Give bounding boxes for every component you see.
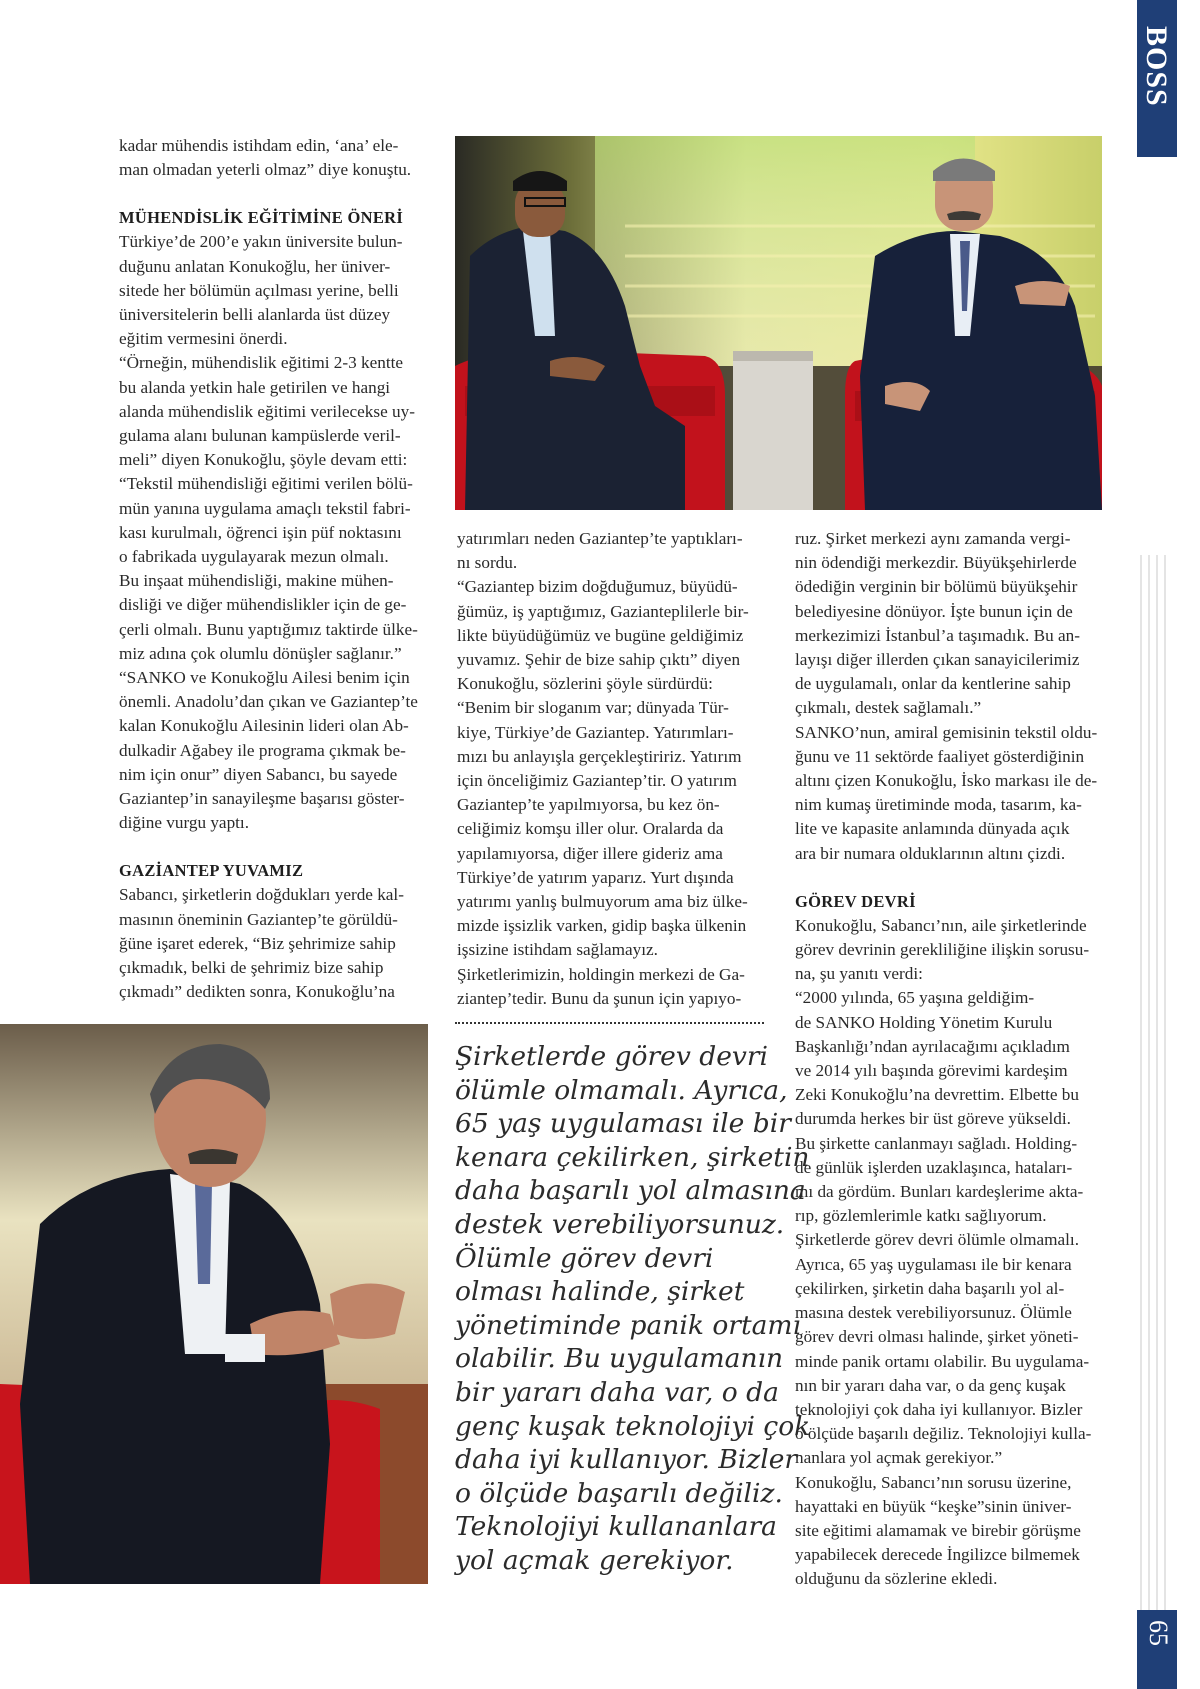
text-line: Gaziantep’te yapılmıyorsa, bu kez ön- — [457, 795, 720, 815]
text-line: görev devri olması halinde, şirket yöneti- — [795, 1327, 1079, 1347]
text-line: çekilirken, şirketin daha başarılı yol al- — [795, 1278, 1065, 1298]
text-line: Zeki Konukoğlu’na devrettim. Elbette bu — [795, 1085, 1079, 1105]
text-line: site eğitimi alamamak ve birebir görüşme — [795, 1520, 1081, 1540]
text-line: mizde işsizlik varken, gidip başka ülkenin — [457, 916, 747, 936]
pullquote-line: Ölümle görev devri — [455, 1242, 714, 1274]
text-line: merkezimizi İstanbul’a taşımadık. Bu an- — [795, 625, 1080, 645]
text-line: eğitim vermesini önerdi. — [119, 329, 288, 349]
pullquote-line: Şirketlerde görev devri — [455, 1041, 769, 1072]
text-line: nanlara yol açmak gerekiyor.” — [795, 1448, 1003, 1468]
text-line: Başkanlığı’ndan ayrılacağımı açıkladım — [795, 1036, 1070, 1056]
text-line: man olmadan yeterli olmaz” diye konuştu. — [119, 160, 412, 180]
text-line: ruz. Şirket merkezi aynı zamanda vergi- — [795, 529, 1071, 548]
text-line: Konukoğlu, sözlerini şöyle sürdürdü: — [457, 674, 713, 694]
pullquote-line: yol açmak gerekiyor. — [455, 1544, 734, 1576]
text-line: duğunu anlatan Konukoğlu, her üniver- — [119, 256, 391, 276]
text-line: “Gaziantep bizim doğduğumuz, büyüdü- — [457, 577, 738, 597]
text-line: mızı bu anlayışla gerçekleştiririz. Yatırım — [457, 746, 742, 766]
text-line: de uygulamalı, onlar da kentlerine sahip — [795, 674, 1071, 694]
section-heading-succession: GÖREV DEVRİ — [795, 891, 916, 911]
pullquote-line: daha iyi kullanıyor. Bizler — [455, 1444, 798, 1476]
pullquote-line: destek verebiliyorsunuz. — [455, 1208, 785, 1240]
text-line: “SANKO ve Konukoğlu Ailesi benim için — [119, 668, 410, 688]
text-line: çerli olmalı. Bunu yaptığımız taktirde ülke- — [119, 619, 418, 639]
text-line: ziantep’tedir. Bunu da şunun için yapıyo- — [457, 988, 742, 1008]
text-line: masının öneminin Gaziantep’te görüldü- — [119, 909, 398, 929]
text-line: üniversitelerin belli alanlarda üst düzey — [119, 305, 391, 325]
text-line: altını çizen Konukoğlu, İsko markası ile de- — [795, 771, 1098, 791]
text-line: SANKO’nun, amiral gemisinin tekstil oldu- — [795, 722, 1098, 742]
text-line: önemli. Anadolu’dan çıkan ve Gaziantep’te — [119, 692, 418, 712]
pullquote-line: daha başarılı yol almasına — [455, 1175, 806, 1207]
pullquote-line: yönetiminde panik ortamı — [455, 1309, 802, 1341]
paragraph — [119, 351, 425, 835]
text-line: likte büyüdüğümüz ve bugüne geldiğimiz — [457, 625, 744, 645]
text-line: yatırımları neden Gaziantep’te yaptıkları- — [457, 529, 743, 548]
text-line: diğine vurgu yaptı. — [119, 813, 250, 833]
text-line: layışı diğer illerden çıkan sanayicilerimiz — [795, 650, 1080, 670]
text-line: kiye, Türkiye’de Gaziantep. Yatırımları- — [457, 722, 734, 742]
text-line: na, şu yanıtı verdi: — [795, 964, 923, 984]
text-line: “Tekstil mühendisliği eğitimi verilen bölü- — [119, 474, 413, 494]
text-line: “Benim bir sloganım var; dünyada Tür- — [457, 698, 729, 718]
text-line: alanda mühendislik eğitimi verilecekse uy- — [119, 401, 415, 421]
text-line: Konukoğlu, Sabancı’nın, aile şirketlerinde — [795, 915, 1087, 935]
text-line: çıkmadık, belki de şehrimiz bize sahip — [119, 958, 384, 978]
text-line: yatırımı yanlış bulmuyorum ama biz ülke- — [457, 892, 748, 912]
paragraph — [457, 527, 763, 1011]
text-line: teknolojiyi çok daha iyi kullanıyor. Bizler — [795, 1399, 1083, 1419]
text-line: kadar mühendis istihdam edin, ‘ana’ ele- — [119, 136, 399, 155]
pullquote — [455, 1040, 811, 1578]
text-line: görev devrinin gerekliliğine ilişkin sorusu- — [795, 940, 1090, 960]
text-line: “2000 yılında, 65 yaşına geldiğim- — [795, 988, 1035, 1008]
text-line: ğunu ve 11 sektörde faaliyet gösterdiğinin — [795, 746, 1085, 766]
section-heading-gaziantep: GAZİANTEP YUVAMIZ — [119, 861, 304, 881]
text-line: “Örneğin, mühendislik eğitimi 2-3 kentte — [119, 353, 404, 373]
paragraph — [119, 883, 425, 1004]
text-line: rıp, gözlemlerimle katkı sağlıyorum. — [795, 1206, 1047, 1226]
text-line: Bu inşaat mühendisliği, makine mühen- — [119, 571, 394, 591]
pullquote-line: olması halinde, şirket — [455, 1276, 745, 1308]
pullquote-line: bir yararı daha var, o da — [455, 1376, 779, 1408]
text-line: yuvamız. Şehir de bize sahip çıktı” diyen — [457, 650, 741, 670]
text-line: için önceliğimiz Gaziantep’tir. O yatırım — [457, 771, 737, 791]
pullquote-line: Teknolojiyi kullananlara — [455, 1511, 777, 1543]
intro-paragraph — [119, 134, 425, 182]
text-line: gulama alanı bulunan kampüslerde veril- — [119, 426, 401, 446]
text-line: hayattaki en büyük “keşke”sinin üniver- — [795, 1496, 1072, 1516]
text-line: kalan Konukoğlu Ailesinin lideri olan Ab- — [119, 716, 409, 736]
text-line: mı da gördüm. Bunları kardeşlerime akta- — [795, 1182, 1084, 1202]
pullquote-line: olabilir. Bu uygulamanın — [455, 1343, 784, 1375]
text-line: çıkmadı” dedikten sonra, Konukoğlu’na — [119, 982, 395, 1002]
article-column-1 — [119, 134, 425, 1005]
text-line: Konukoğlu, Sabancı’nın sorusu üzerine, — [795, 1472, 1072, 1492]
text-line: belediyesine dönüyor. İşte bunun için de — [795, 601, 1073, 621]
text-line: celiğimiz komşu iller olur. Oralarda da — [457, 819, 724, 839]
text-line: nim kumaş üretiminde moda, tasarım, ka- — [795, 795, 1082, 815]
text-line: nim için onur” diyen Sabancı, bu sayede — [119, 764, 398, 784]
paragraph — [119, 230, 425, 351]
text-line: meli” diyen Konukoğlu, şöyle devam etti: — [119, 450, 408, 470]
text-line: Türkiye’de 200’e yakın üniversite bulun- — [119, 232, 403, 252]
text-line: çıkmalı, destek sağlamalı.” — [795, 698, 982, 718]
text-line: yapabilecek derecede İngilizce bilmemek — [795, 1545, 1080, 1565]
text-line: disliği ve diğer mühendislikler için de ge- — [119, 595, 407, 615]
pullquote-line: ölümle olmamalı. Ayrıca, — [455, 1074, 788, 1106]
text-line: minde panik ortamı olabilir. Bu uygulama- — [795, 1351, 1090, 1371]
text-line: ğüne işaret ederek, “Biz şehrimize sahip — [119, 933, 396, 953]
text-line: nı sordu. — [457, 553, 518, 573]
text-line: ve 2014 yılı başında görevimi kardeşim — [795, 1061, 1068, 1081]
text-line: de günlük işlerden uzaklaşınca, hataları- — [795, 1157, 1073, 1177]
text-line: yapılamıyorsa, diğer illere gideriz ama — [457, 843, 723, 863]
paragraph — [795, 914, 1105, 1592]
text-line: Türkiye’de yatırım yaparız. Yurt dışında — [457, 867, 734, 887]
pullquote-line: o ölçüde başarılı değiliz. — [455, 1477, 783, 1509]
section-heading-engineering: MÜHENDİSLİK EĞİTİMİNE ÖNERİ — [119, 208, 404, 228]
text-line: Ayrıca, 65 yaş uygulaması ile bir kenara — [795, 1254, 1072, 1274]
text-line: ödediğin verginin bir bölümü büyükşehir — [795, 577, 1078, 597]
text-line: ğümüz, iş yaptığımız, Gazianteplilerle bir- — [457, 601, 749, 621]
text-line: dulkadir Ağabey ile programa çıkmak be- — [119, 740, 406, 760]
pullquote-line: kenara çekilirken, şirketin — [455, 1141, 810, 1173]
page-number: 65 — [1144, 1620, 1173, 1646]
panel-photo — [455, 136, 1102, 510]
pullquote-line: genç kuşak teknolojiyi çok — [455, 1410, 811, 1442]
article-column-3 — [795, 527, 1105, 1592]
text-line: Şirketlerde görev devri ölümle olmamalı. — [795, 1230, 1079, 1250]
text-line: Gaziantep’in sanayileşme başarısı göster- — [119, 789, 405, 809]
text-line: de SANKO Holding Yönetim Kurulu — [795, 1012, 1053, 1032]
text-line: lite ve kapasite anlamında dünyada açık — [795, 819, 1070, 839]
text-line: miz adına çok olumlu dönüşler sağlanır.” — [119, 643, 402, 663]
text-line: işsizine istihdam sağlamayız. — [457, 940, 658, 960]
pullquote-line: 65 yaş uygulaması ile bir — [455, 1108, 791, 1140]
text-line: o ölçüde başarılı değiliz. Teknolojiyi kulla- — [795, 1424, 1092, 1444]
text-line: nın bir yararı daha var, o da genç kuşak — [795, 1375, 1066, 1395]
text-line: Bu şirkette canlanmayı sağladı. Holding- — [795, 1133, 1078, 1153]
text-line: bu alanda yetkin hale getirilen ve hangi — [119, 377, 391, 397]
pullquote-divider — [455, 1022, 764, 1024]
text-line: sitede her bölümün açılması yerine, belli — [119, 280, 399, 300]
article-column-2 — [457, 527, 763, 1011]
text-line: masına destek verebiliyorsunuz. Ölümle — [795, 1303, 1072, 1323]
text-line: mün yanına uygulama amaçlı tekstil fabri- — [119, 498, 411, 518]
text-line: ara bir numara olduklarının altını çizdi. — [795, 843, 1066, 863]
side-rule-lines — [1139, 555, 1179, 1615]
text-line: nin ödendiği merkezdir. Büyükşehirlerde — [795, 553, 1077, 573]
text-line: olduğunu da sözlerine ekledi. — [795, 1569, 998, 1589]
text-line: Sabancı, şirketlerin doğdukları yerde kal- — [119, 885, 404, 905]
speaker-photo — [0, 1024, 428, 1584]
text-line: durumda herkes bir üst göreve yükseldi. — [795, 1109, 1071, 1129]
paragraph — [795, 527, 1105, 866]
text-line: Şirketlerimizin, holdingin merkezi de Ga- — [457, 964, 745, 984]
magazine-logo: BOSS — [1140, 26, 1173, 107]
text-line: o fabrikada uygulayarak mezun olmalı. — [119, 547, 389, 567]
text-line: kası kurulmalı, öğrenci işin püf noktasını — [119, 522, 402, 542]
